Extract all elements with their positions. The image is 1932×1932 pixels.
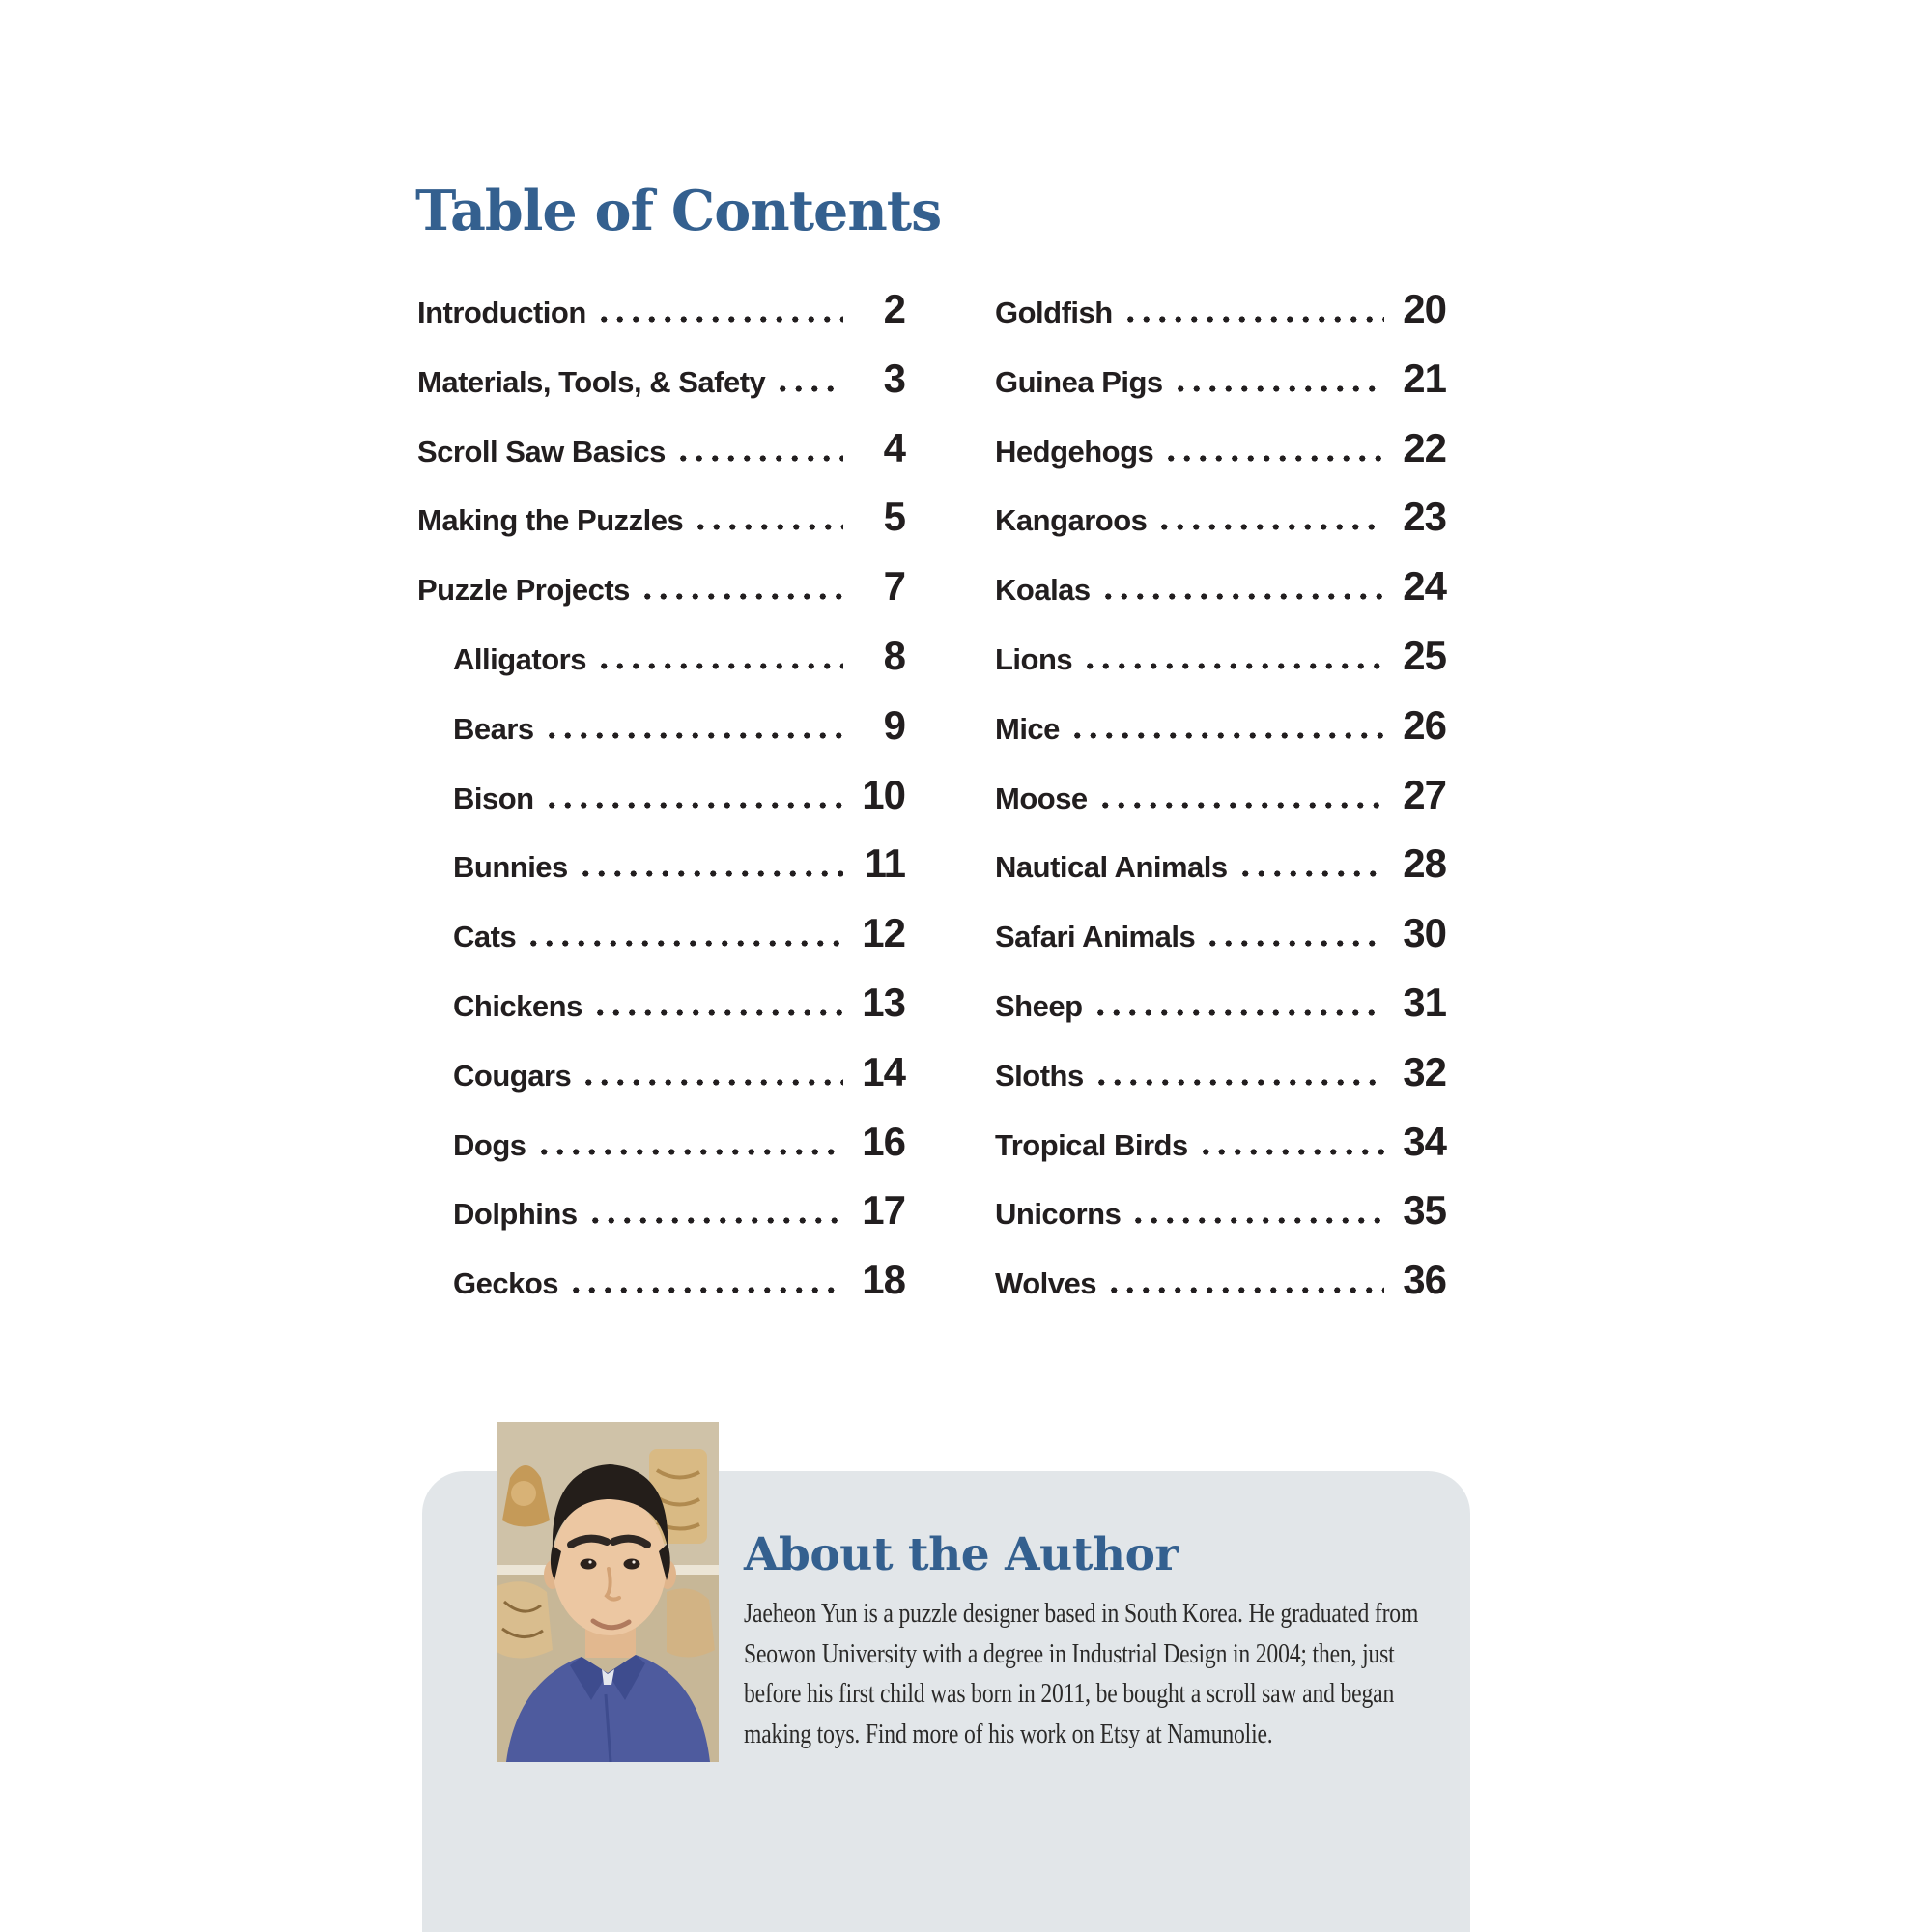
- toc-entry: [417, 355, 905, 425]
- toc-leader-dots: [596, 316, 843, 323]
- toc-entry-label: Dolphins: [453, 1197, 578, 1232]
- toc-entry-page: 20: [1403, 286, 1446, 331]
- toc-entry-label: Chickens: [453, 988, 582, 1023]
- toc-entry-page: 7: [883, 563, 905, 610]
- toc-entry-page: 18: [862, 1257, 905, 1303]
- page-title: Table of Contents: [415, 179, 942, 243]
- toc-leader-dots: [1094, 1079, 1384, 1086]
- toc-entry-page: 4: [883, 424, 905, 470]
- toc-entry-page: 35: [1403, 1187, 1446, 1234]
- toc-entry-label: Wolves: [995, 1266, 1096, 1301]
- toc-entry-page: 11: [864, 840, 905, 887]
- toc-entry: [995, 563, 1446, 633]
- toc-entry-page: 25: [1403, 632, 1446, 678]
- toc-entry-page: 14: [862, 1048, 905, 1094]
- toc-entry: [995, 840, 1446, 910]
- toc-entry-page: 5: [883, 494, 905, 540]
- toc-leader-dots: [1082, 663, 1384, 669]
- toc-leader-dots: [544, 802, 843, 809]
- toc-entry-page: 12: [862, 910, 905, 956]
- toc-entry-label: Kangaroos: [995, 503, 1148, 538]
- author-photo-illustration: [497, 1422, 719, 1762]
- toc-entry-page: 28: [1403, 840, 1446, 887]
- toc-entry-label: Cougars: [453, 1058, 572, 1093]
- toc-entry-label: Hedgehogs: [995, 434, 1154, 469]
- toc-entry-label: Guinea Pigs: [995, 364, 1163, 399]
- toc-entry-page: 36: [1403, 1257, 1446, 1303]
- toc-entry: [995, 1257, 1446, 1326]
- toc-entry-label: Alligators: [453, 641, 586, 676]
- toc-entry-label: Mice: [995, 711, 1060, 746]
- toc-leader-dots: [1163, 455, 1384, 462]
- toc-leader-dots: [596, 663, 843, 669]
- toc-entry: [417, 910, 905, 980]
- toc-entry-label: Koalas: [995, 573, 1091, 608]
- toc-leader-dots: [568, 1287, 843, 1293]
- toc-entry-label: Bears: [453, 711, 534, 746]
- toc-entry-page: 3: [883, 355, 905, 401]
- toc-entry-label: Introduction: [417, 296, 586, 329]
- toc-entry: [417, 633, 905, 702]
- toc-entry-label: Scroll Saw Basics: [417, 434, 666, 469]
- toc-entry: [995, 772, 1446, 841]
- toc-entry-label: Materials, Tools, & Safety: [417, 364, 766, 399]
- about-heading: About the Author: [744, 1528, 1179, 1581]
- toc-leader-dots: [578, 870, 843, 877]
- toc-leader-dots: [1130, 1217, 1384, 1224]
- toc-entry-page: 2: [883, 286, 905, 331]
- toc-entry-page: 10: [862, 771, 905, 817]
- toc-entry-label: Tropical Birds: [995, 1127, 1188, 1162]
- toc-entry-page: 32: [1403, 1048, 1446, 1094]
- toc-entry: [995, 494, 1446, 563]
- toc-entry: [995, 910, 1446, 980]
- toc-entry: [417, 494, 905, 563]
- toc-entry: [417, 980, 905, 1049]
- toc-entry: [417, 425, 905, 495]
- toc-entry: [417, 563, 905, 633]
- toc-entry-label: Lions: [995, 641, 1073, 676]
- toc-entry-page: 8: [883, 632, 905, 678]
- toc-leader-dots: [1173, 385, 1384, 392]
- toc-entry-page: 23: [1403, 494, 1446, 540]
- toc-entry-page: 13: [862, 979, 905, 1025]
- toc-leader-dots: [587, 1217, 843, 1224]
- toc-entry-page: 9: [883, 701, 905, 748]
- toc-leader-dots: [1237, 870, 1384, 877]
- toc-leader-dots: [1122, 316, 1384, 323]
- toc-column-left: [417, 286, 905, 1326]
- toc-entry-label: Sloths: [995, 1058, 1084, 1093]
- toc-entry: [995, 1187, 1446, 1257]
- toc-entry-page: 17: [862, 1187, 905, 1234]
- toc-entry-label: Unicorns: [995, 1197, 1122, 1232]
- toc-entry-page: 34: [1403, 1118, 1446, 1164]
- toc-leader-dots: [1198, 1149, 1384, 1155]
- toc-entry: [995, 980, 1446, 1049]
- toc-entry-label: Geckos: [453, 1266, 559, 1301]
- toc-column-right: [995, 286, 1446, 1326]
- toc-entry: [417, 1257, 905, 1326]
- toc-entry-page: 22: [1403, 424, 1446, 470]
- toc-leader-dots: [581, 1079, 843, 1086]
- toc-leader-dots: [526, 940, 843, 947]
- toc-entry: [417, 702, 905, 772]
- toc-leader-dots: [592, 1009, 843, 1016]
- toc-entry-page: 24: [1403, 563, 1446, 610]
- toc-entry-page: 31: [1403, 979, 1446, 1025]
- toc-leader-dots: [1205, 940, 1384, 947]
- toc-leader-dots: [1106, 1287, 1384, 1293]
- toc-entry-label: Bison: [453, 781, 534, 815]
- toc-entry: [417, 1119, 905, 1188]
- toc-leader-dots: [536, 1149, 844, 1155]
- toc-entry-label: Bunnies: [453, 850, 568, 885]
- toc-entry-label: Sheep: [995, 988, 1083, 1023]
- toc-entry: [995, 425, 1446, 495]
- toc-leader-dots: [1093, 1009, 1384, 1016]
- toc-leader-dots: [1069, 732, 1384, 739]
- toc-leader-dots: [775, 385, 843, 392]
- toc-entry-label: Cats: [453, 920, 517, 954]
- toc-entry-page: 16: [862, 1118, 905, 1164]
- author-photo: [497, 1422, 719, 1762]
- about-body-text: Jaeheon Yun is a puzzle designer based in South Korea. He graduated from Seowon University with a degree in Industrial Design in 2004; then, just before his first child was born in 2011, be bought a scroll saw and began making toys. Find more of his work on Etsy at Namunolie.: [744, 1598, 1419, 1749]
- toc-entry-page: 30: [1403, 910, 1446, 956]
- toc-entry-page: 21: [1403, 355, 1446, 401]
- toc-entry: [995, 633, 1446, 702]
- toc-entry: [417, 772, 905, 841]
- toc-leader-dots: [1100, 593, 1384, 600]
- toc-leader-dots: [544, 732, 843, 739]
- toc-entry-label: Goldfish: [995, 296, 1113, 329]
- toc-leader-dots: [675, 455, 843, 462]
- toc-leader-dots: [1156, 524, 1384, 530]
- toc-entry-label: Nautical Animals: [995, 850, 1228, 885]
- toc-entry: [417, 1187, 905, 1257]
- toc-entry: [995, 286, 1446, 355]
- toc-entry-label: Dogs: [453, 1127, 526, 1162]
- toc-entry-label: Safari Animals: [995, 920, 1196, 954]
- toc-entry-page: 26: [1403, 701, 1446, 748]
- toc-entry: [417, 286, 905, 355]
- toc-entry: [417, 840, 905, 910]
- toc-entry-page: 27: [1403, 771, 1446, 817]
- toc-leader-dots: [639, 593, 843, 600]
- toc-leader-dots: [1097, 802, 1384, 809]
- toc-entry-label: Puzzle Projects: [417, 573, 630, 608]
- toc-entry-label: Making the Puzzles: [417, 503, 684, 538]
- toc-entry: [995, 355, 1446, 425]
- toc-entry-label: Moose: [995, 781, 1088, 815]
- toc-leader-dots: [693, 524, 843, 530]
- toc-entry: [995, 702, 1446, 772]
- toc-entry: [995, 1119, 1446, 1188]
- toc-entry: [995, 1049, 1446, 1119]
- toc-entry: [417, 1049, 905, 1119]
